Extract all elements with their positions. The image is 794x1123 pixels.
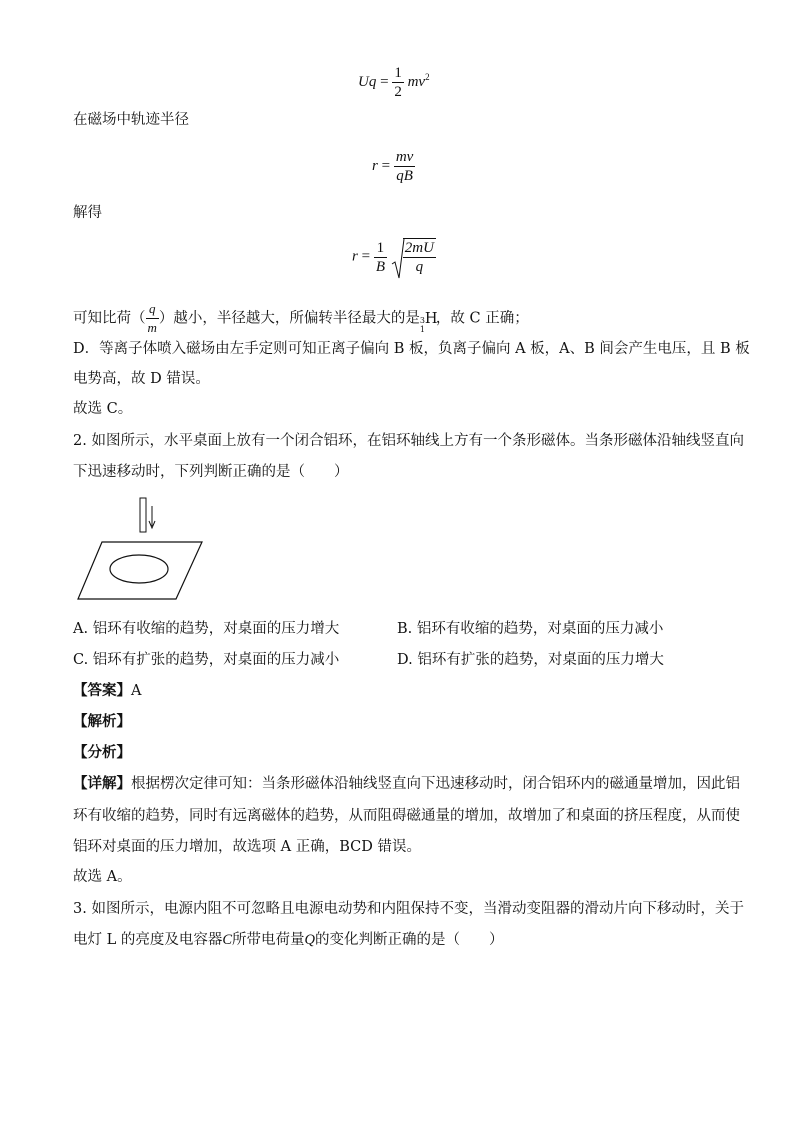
eq3-rad-fraction xyxy=(403,238,436,276)
detail-text1: 根据楞次定律可知：当条形磁体沿轴线竖直向下迅速移动时，闭合铝环内的磁通量增加，因此铝 xyxy=(131,776,740,792)
isotope-mass: 3 xyxy=(419,315,425,325)
eq1-num: 1 xyxy=(394,65,402,81)
detail-tag: 【详解】 xyxy=(73,775,131,792)
ratio-den: m xyxy=(147,320,157,335)
bar-magnet xyxy=(140,498,146,532)
eq3-radical xyxy=(391,238,436,276)
detail-line3: 铝环对桌面的压力增加，故选项 A 正确，BCD 错误。 xyxy=(73,839,421,855)
ratio-num: q xyxy=(146,300,159,319)
q3-capacitor-symbol: C xyxy=(222,932,233,948)
detail-line2: 环有收缩的趋势，同时有远离磁体的趋势，从而阻碍磁通量的增加，故增加了和桌面的挤压程度，从而使 xyxy=(73,808,740,824)
isotope-sym: H xyxy=(424,310,438,327)
text-d2: 电势高，故 D 错误。 xyxy=(73,371,210,387)
text-radius-intro: 在磁场中轨迹半径 xyxy=(73,112,189,128)
eq2-equals: = xyxy=(381,158,391,174)
option-d[interactable]: D. 铝环有扩张的趋势，对桌面的压力增大 xyxy=(397,652,664,668)
text-solve: 解得 xyxy=(73,205,102,221)
eq1-equals: = xyxy=(380,74,389,90)
equation-radius xyxy=(372,148,415,185)
fenxi-tag: 【分析】 xyxy=(73,744,131,761)
aluminum-ring xyxy=(110,555,168,583)
text-choose-c: 故选 C。 xyxy=(73,401,133,417)
option-c[interactable]: C. 铝环有扩张的趋势，对桌面的压力减小 xyxy=(73,652,340,668)
text-d1: D．等离子体喷入磁场由左手定则可知正离子偏向 B 板，负离子偏向 A 板，A、B 间会产生电压，且 B 板 xyxy=(73,341,750,357)
eq1-rhs: mv xyxy=(407,74,426,90)
q3-line2-mid: 所带电荷量 xyxy=(232,932,305,948)
eq2-fraction xyxy=(394,148,416,185)
q2-stem-line1: 2. 如图所示，水平桌面上放有一个闭合铝环，在铝环轴线上方有一个条形磁体。当条形磁体沿轴线竖直向 xyxy=(73,433,744,449)
ratio-fraction xyxy=(146,300,159,337)
q3-line2-post: 的变化判断正确的是（ ） xyxy=(315,932,504,948)
eq3-den: B xyxy=(375,258,385,275)
eq3-rad-num: 2mU xyxy=(404,240,434,256)
radical-sign-icon xyxy=(391,238,405,280)
eq3-num: 1 xyxy=(374,239,387,258)
ratio-post: ）越小，半径越大，所偏转半径最大的是 xyxy=(158,310,420,327)
eq3-lhs: r xyxy=(352,248,358,265)
isotope-z: 1 xyxy=(419,324,425,334)
eq2-lhs: r xyxy=(372,158,378,174)
q3-stem-line1: 3. 如图所示，电源内阻不可忽略且电源电动势和内阻保持不变，当滑动变阻器的滑动片向下移动时，关于 xyxy=(73,901,744,917)
eq1-fraction xyxy=(392,64,404,101)
analysis-tag: 【解析】 xyxy=(73,713,131,730)
eq1-lhs: Uq xyxy=(358,74,377,90)
q3-line2-pre: 电灯 L 的亮度及电容器 xyxy=(73,932,223,948)
detail-line1 xyxy=(73,774,740,794)
option-b[interactable]: B. 铝环有收缩的趋势，对桌面的压力减小 xyxy=(397,621,664,637)
eq1-exp: 2 xyxy=(425,71,430,82)
answer-line xyxy=(73,681,141,701)
text-choose-a: 故选 A。 xyxy=(73,869,132,885)
eq3-rad-den: q xyxy=(415,259,424,275)
q3-stem-line2 xyxy=(73,930,504,950)
q3-charge-symbol: Q xyxy=(304,932,316,948)
eq1-den: 2 xyxy=(394,84,402,100)
q2-stem-line2: 下迅速移动时，下列判断正确的是（ ） xyxy=(73,464,349,480)
answer-value: A xyxy=(131,683,142,699)
eq2-num: mv xyxy=(395,149,414,165)
eq3-equals: = xyxy=(361,248,371,265)
table-surface xyxy=(78,542,202,599)
magnet-ring-figure xyxy=(76,492,206,602)
eq3-fraction xyxy=(374,239,387,276)
equation-radius-solved xyxy=(352,238,436,282)
equation-kinetic-energy xyxy=(358,64,430,101)
eq2-den: qB xyxy=(396,168,413,184)
text-ratio xyxy=(73,300,529,335)
ratio-tail: ，故 C 正确； xyxy=(435,310,529,327)
answer-tag: 【答案】 xyxy=(73,682,131,699)
option-a[interactable]: A. 铝环有收缩的趋势，对桌面的压力增大 xyxy=(73,621,340,637)
ratio-pre: 可知比荷（ xyxy=(73,310,146,327)
